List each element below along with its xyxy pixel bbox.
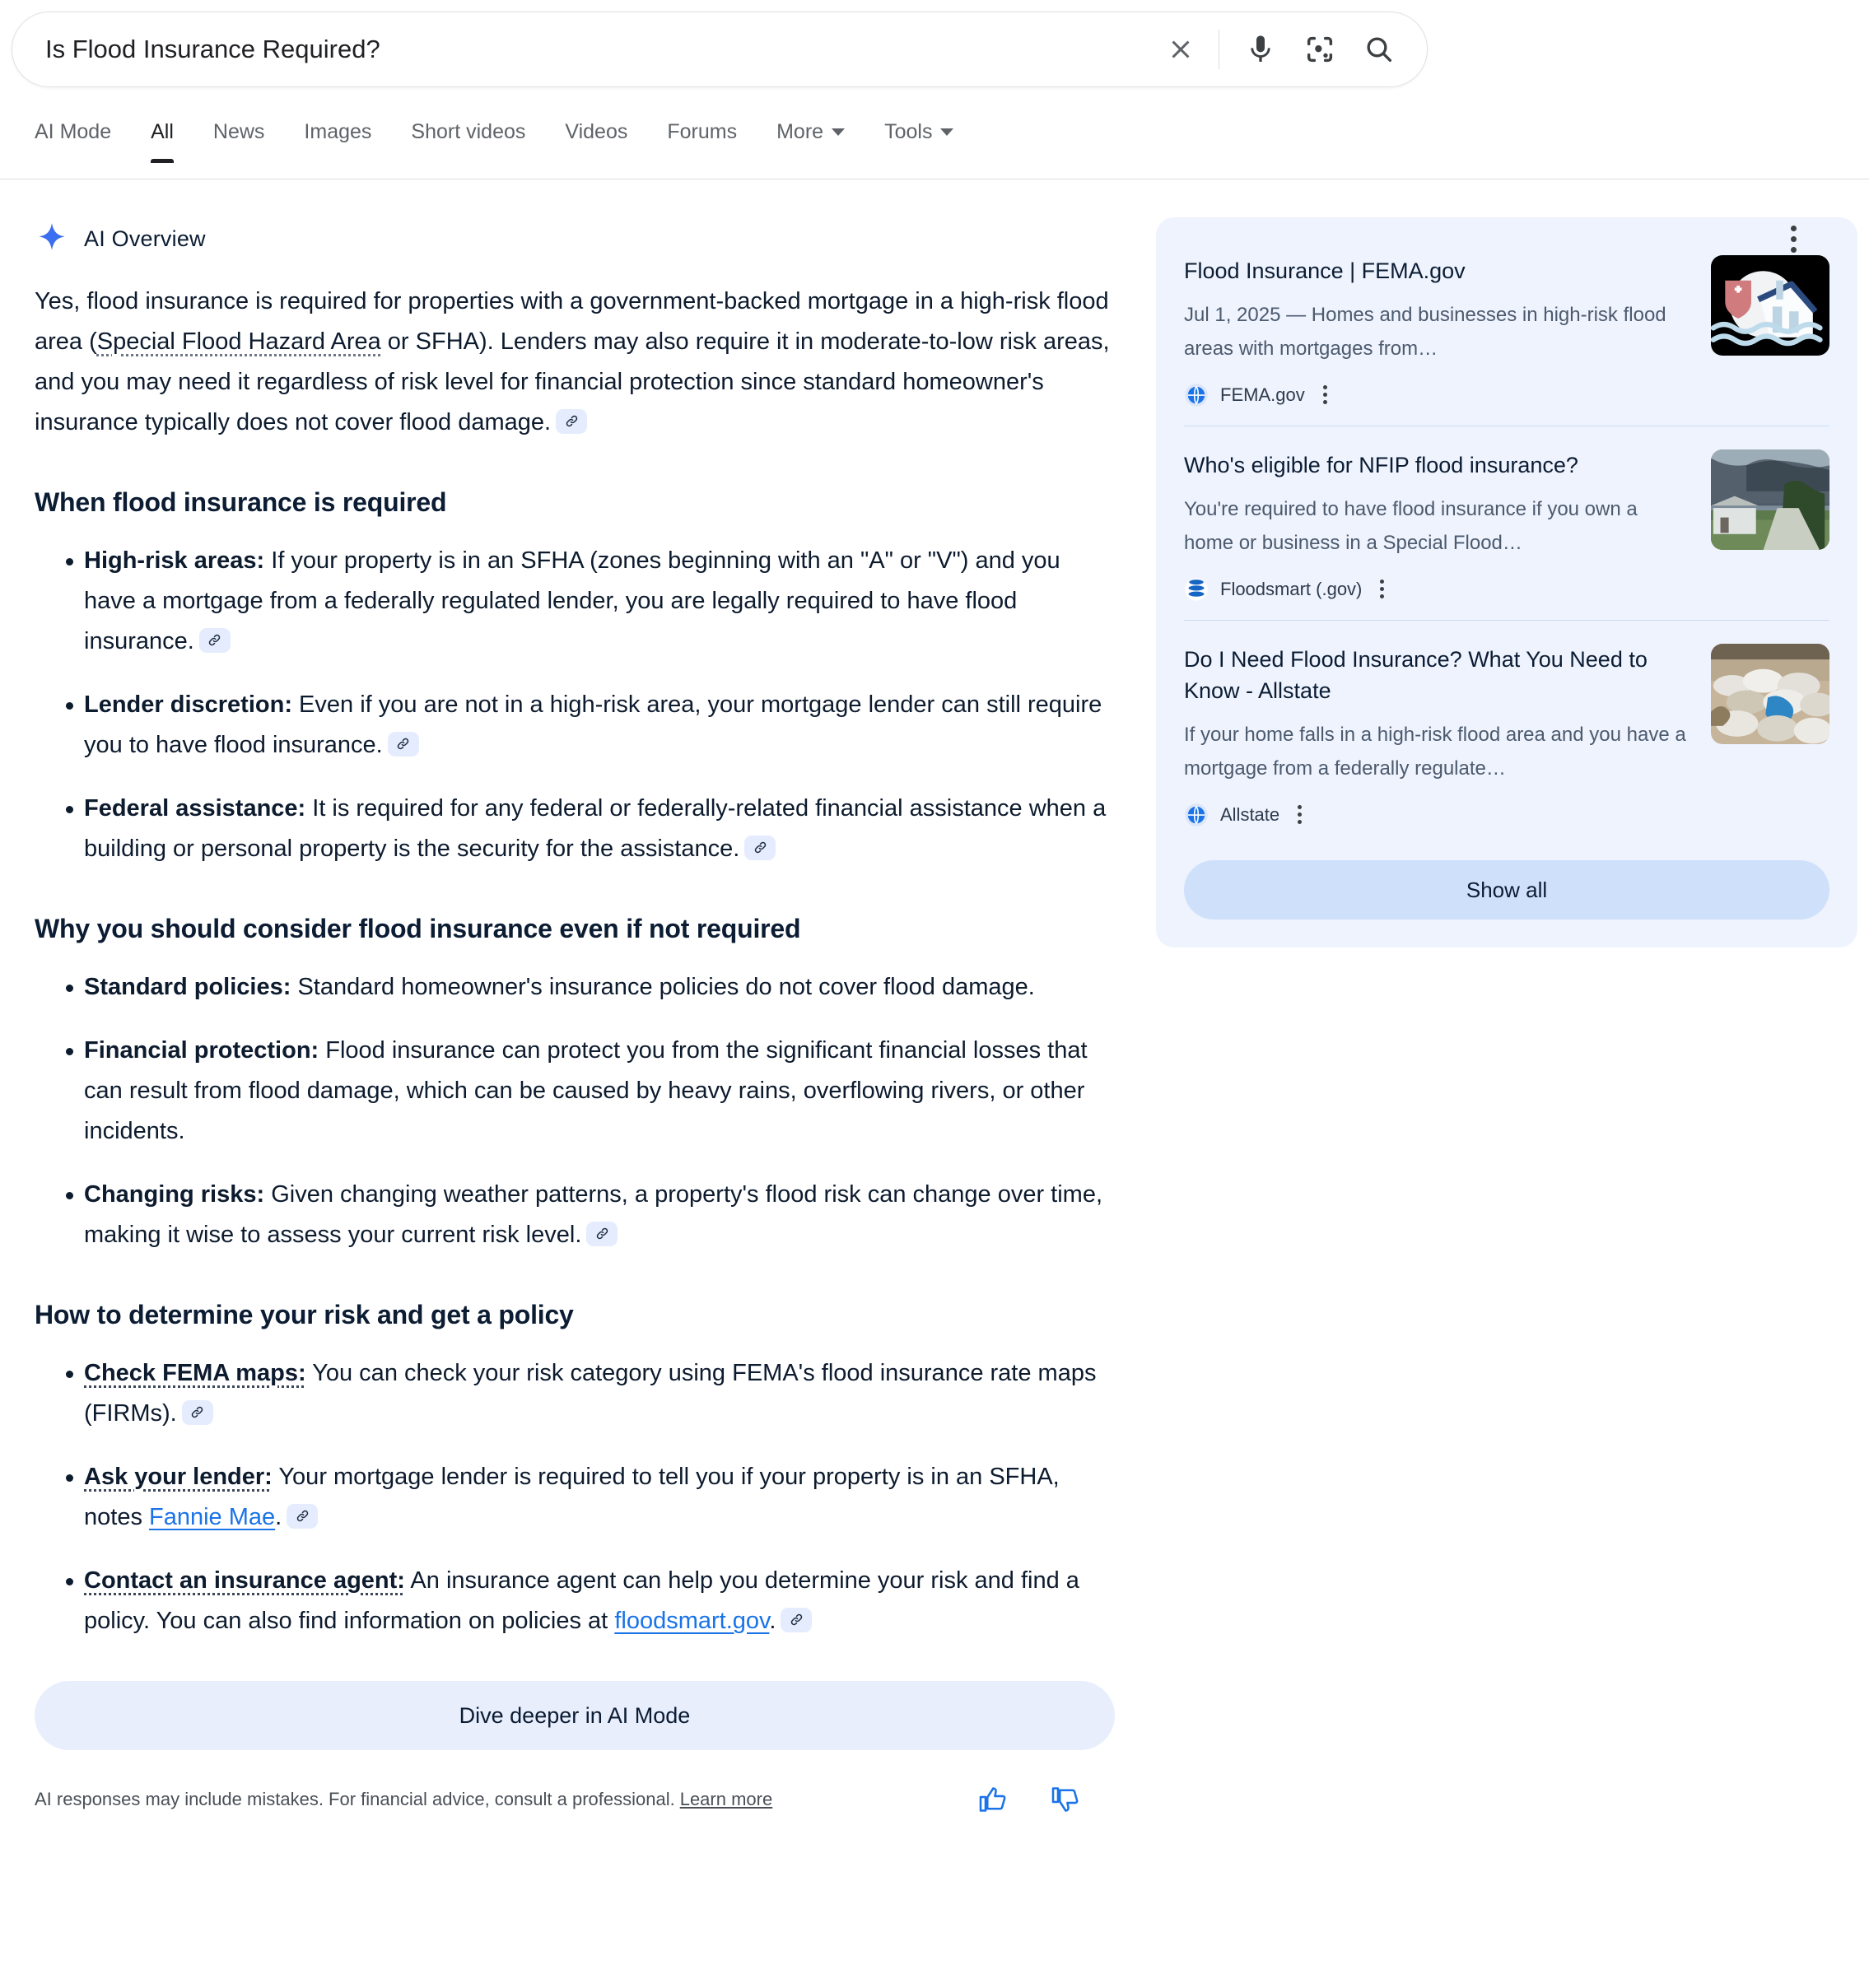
floodsmart-waves-icon: [1184, 577, 1209, 602]
dot: [1380, 587, 1384, 591]
item-lead: Financial protection:: [84, 1037, 319, 1064]
search-tabs: [0, 120, 1869, 179]
tab-all[interactable]: [151, 120, 174, 162]
dot: [1298, 812, 1302, 817]
tab-label: More: [776, 120, 824, 143]
tab-label: Forums: [667, 120, 738, 143]
thumbs-down-icon: [1051, 1785, 1080, 1814]
source-card-main: [1184, 255, 1711, 407]
source-card-attribution: [1184, 802, 1690, 827]
dot: [1298, 820, 1302, 824]
dot: [1298, 805, 1302, 809]
source-card-snippet: You're required to have flood insurance if you own a home or business in a Special Flood…: [1184, 498, 1638, 554]
ai-overview-intro-paragraph: [35, 282, 1115, 443]
item-text: Standard homeowner's insurance policies do not cover flood damage.: [291, 974, 1035, 1000]
item-lead: Federal assistance:: [84, 795, 306, 822]
learn-more-link[interactable]: Learn more: [679, 1789, 773, 1809]
show-all-sources-button[interactable]: Show all: [1184, 860, 1829, 920]
item-text: If your property is in an SFHA (zones beginning with an "A" or "V") and you have a mortgage from a federally regulated lender, you are legally required to have flood insurance.: [84, 547, 1060, 654]
globe-icon: [1184, 383, 1209, 407]
tab-label: Images: [304, 120, 372, 143]
ai-overview-panel: [35, 217, 1115, 1814]
section-heading-3: How to determine your risk and get a policy: [35, 1300, 574, 1329]
item-text: You can check your risk category using FEMA's flood insurance rate maps (FIRMs).: [84, 1360, 1097, 1427]
tab-label: All: [151, 120, 174, 143]
source-card[interactable]: [1184, 620, 1829, 845]
list-item: [66, 1175, 1115, 1255]
item-text: Even if you are not in a high-risk area, your mortgage lender can still require you to have flood insurance.: [84, 691, 1102, 758]
dot: [1380, 594, 1384, 598]
link-chip-icon[interactable]: [556, 409, 587, 434]
link-chip-icon[interactable]: [199, 628, 231, 653]
source-card-attribution: [1184, 576, 1690, 602]
tab-label: Videos: [565, 120, 628, 143]
source-card-thumbnail: [1711, 255, 1829, 356]
sandbags-thumbnail: [1711, 644, 1829, 744]
item-lead: Lender discretion:: [84, 691, 292, 718]
list-item: [66, 967, 1115, 1008]
dot: [1323, 393, 1327, 397]
item-text: Given changing weather patterns, a property's flood risk can change over time, making it wise to assess your current risk level.: [84, 1181, 1103, 1248]
list-item: [66, 1457, 1115, 1538]
item-text: It is required for any federal or federally-related financial assistance when a building or personal property is the security for the assistance.: [84, 795, 1107, 862]
feedback-buttons: [978, 1785, 1115, 1814]
dot: [1380, 580, 1384, 584]
item-text-after: .: [769, 1608, 776, 1634]
ai-overview-body: [35, 282, 1115, 1641]
tab-images[interactable]: [304, 120, 371, 162]
item-text: Flood insurance can protect you from the significant financial losses that can result from flood damage, which can be caused by heavy rains, overflowing rivers, or other incidents.: [84, 1037, 1088, 1144]
voice-search-button[interactable]: [1231, 20, 1290, 79]
source-card-menu-button[interactable]: [1373, 576, 1391, 602]
ai-sparkle-icon: [35, 221, 69, 256]
item-lead: High-risk areas:: [84, 547, 265, 574]
link-chip-icon[interactable]: [388, 732, 419, 757]
chevron-down-icon: [832, 128, 845, 136]
thumbs-up-icon: [978, 1785, 1008, 1814]
tab-ai-mode[interactable]: [35, 120, 111, 162]
source-card-title[interactable]: Do I Need Flood Insurance? What You Need to Know - Allstate: [1184, 647, 1648, 703]
source-card[interactable]: [1184, 232, 1829, 426]
section-heading-2: Why you should consider flood insurance even if not required: [35, 914, 801, 943]
item-lead: Ask your lender:: [84, 1464, 273, 1490]
search-bar-container: [0, 0, 1869, 87]
dot: [1323, 385, 1327, 389]
ai-overview-header: [35, 217, 1115, 260]
floodsmart-link[interactable]: floodsmart.gov: [614, 1608, 770, 1634]
item-lead: Contact an insurance agent:: [84, 1567, 405, 1594]
source-card-menu-button[interactable]: [1291, 802, 1308, 827]
microphone-icon: [1244, 33, 1277, 66]
source-name: Floodsmart (.gov): [1220, 578, 1363, 599]
search-submit-button[interactable]: [1349, 20, 1409, 79]
close-icon: [1166, 35, 1196, 64]
item-text: Your mortgage lender is required to tell you if your property is in an SFHA, notes: [84, 1464, 1060, 1530]
dot: [1791, 226, 1797, 231]
tab-tools[interactable]: [884, 120, 953, 162]
intro-text-part1: Yes, flood insurance is required for properties with a government-backed mortgage in a high-risk flood area (: [35, 288, 1109, 355]
link-chip-icon[interactable]: [182, 1400, 213, 1425]
item-lead: Changing risks:: [84, 1181, 265, 1208]
list-item: [66, 1353, 1115, 1434]
source-card-snippet: Jul 1, 2025 — Homes and businesses in high-risk flood areas with mortgages from…: [1184, 304, 1666, 360]
list-item: [66, 1031, 1115, 1152]
sfha-term[interactable]: Special Flood Hazard Area: [96, 328, 381, 355]
source-card-title[interactable]: Who's eligible for NFIP flood insurance?: [1184, 453, 1578, 477]
tab-label: Short videos: [411, 120, 526, 143]
source-name: FEMA.gov: [1220, 384, 1305, 405]
search-input[interactable]: [12, 35, 1151, 64]
list-item: [66, 685, 1115, 766]
sources-panel: [1156, 217, 1857, 1814]
ai-overview-title: AI Overview: [84, 226, 206, 251]
tab-label: Tools: [884, 120, 933, 143]
storm-clouds-house-thumbnail: [1711, 449, 1829, 550]
link-chip-icon[interactable]: [586, 1222, 618, 1246]
item-lead: Standard policies:: [84, 974, 291, 1000]
section-heading-1: When flood insurance is required: [35, 487, 447, 517]
source-card-title[interactable]: Flood Insurance | FEMA.gov: [1184, 258, 1466, 283]
item-text-after: .: [275, 1504, 282, 1530]
source-card-attribution: [1184, 382, 1690, 407]
section-list-1: [35, 541, 1115, 869]
flooded-house-shield-thumbnail: [1711, 255, 1829, 356]
lens-search-button[interactable]: [1290, 20, 1349, 79]
tab-more[interactable]: [776, 120, 845, 162]
link-chip-icon[interactable]: [744, 836, 776, 860]
ai-overview-menu-button[interactable]: [1775, 221, 1811, 257]
source-name: Allstate: [1220, 803, 1280, 825]
dot: [1323, 400, 1327, 404]
item-text: An insurance agent can help you determine your risk and find a policy. You can also find information on policies at: [84, 1567, 1079, 1634]
dot: [1791, 247, 1797, 253]
source-card-thumbnail: [1711, 449, 1829, 550]
source-card-thumbnail: [1711, 644, 1829, 744]
source-card-main: [1184, 644, 1711, 827]
dot: [1791, 236, 1797, 242]
google-lens-icon: [1303, 33, 1336, 66]
list-item: [66, 541, 1115, 662]
tab-videos[interactable]: [565, 120, 627, 162]
link-chip-icon[interactable]: [287, 1504, 318, 1529]
list-item: [66, 789, 1115, 869]
source-card-menu-button[interactable]: [1317, 382, 1334, 407]
main-content: [0, 217, 1869, 1814]
ai-disclaimer: [35, 1785, 1115, 1814]
source-card[interactable]: [1184, 426, 1829, 620]
thumbs-down-button[interactable]: [1051, 1785, 1080, 1814]
dive-deeper-button[interactable]: Dive deeper in AI Mode: [35, 1681, 1115, 1750]
source-card-snippet: If your home falls in a high-risk flood area and you have a mortgage from a federally regulate…: [1184, 724, 1686, 780]
clear-search-button[interactable]: [1151, 20, 1210, 79]
search-bar[interactable]: [12, 12, 1428, 87]
list-item: [66, 1561, 1115, 1641]
section-list-3: [35, 1353, 1115, 1641]
chevron-down-icon: [940, 128, 953, 136]
intro-text-part2: or SFHA). Lenders may also require it in moderate-to-low risk areas, and you may need it regardless of risk level for financial protection since standard homeowner's insurance typically does not cover flood damage.: [35, 328, 1110, 435]
source-cards-container: [1156, 217, 1857, 947]
fannie-mae-link[interactable]: Fannie Mae: [149, 1504, 276, 1530]
thumbs-up-button[interactable]: [978, 1785, 1008, 1814]
tab-forums[interactable]: [667, 120, 737, 162]
source-card-main: [1184, 449, 1711, 602]
tab-news[interactable]: [213, 120, 265, 162]
disclaimer-text: AI responses may include mistakes. For financial advice, consult a professional.: [35, 1789, 675, 1809]
tab-label: AI Mode: [35, 120, 112, 143]
item-lead: Check FEMA maps:: [84, 1360, 306, 1386]
search-icon: [1363, 33, 1396, 66]
globe-icon: [1184, 803, 1209, 827]
link-chip-icon[interactable]: [781, 1608, 812, 1632]
section-list-2: [35, 967, 1115, 1255]
tab-short-videos[interactable]: [411, 120, 525, 162]
tab-label: News: [212, 120, 265, 143]
